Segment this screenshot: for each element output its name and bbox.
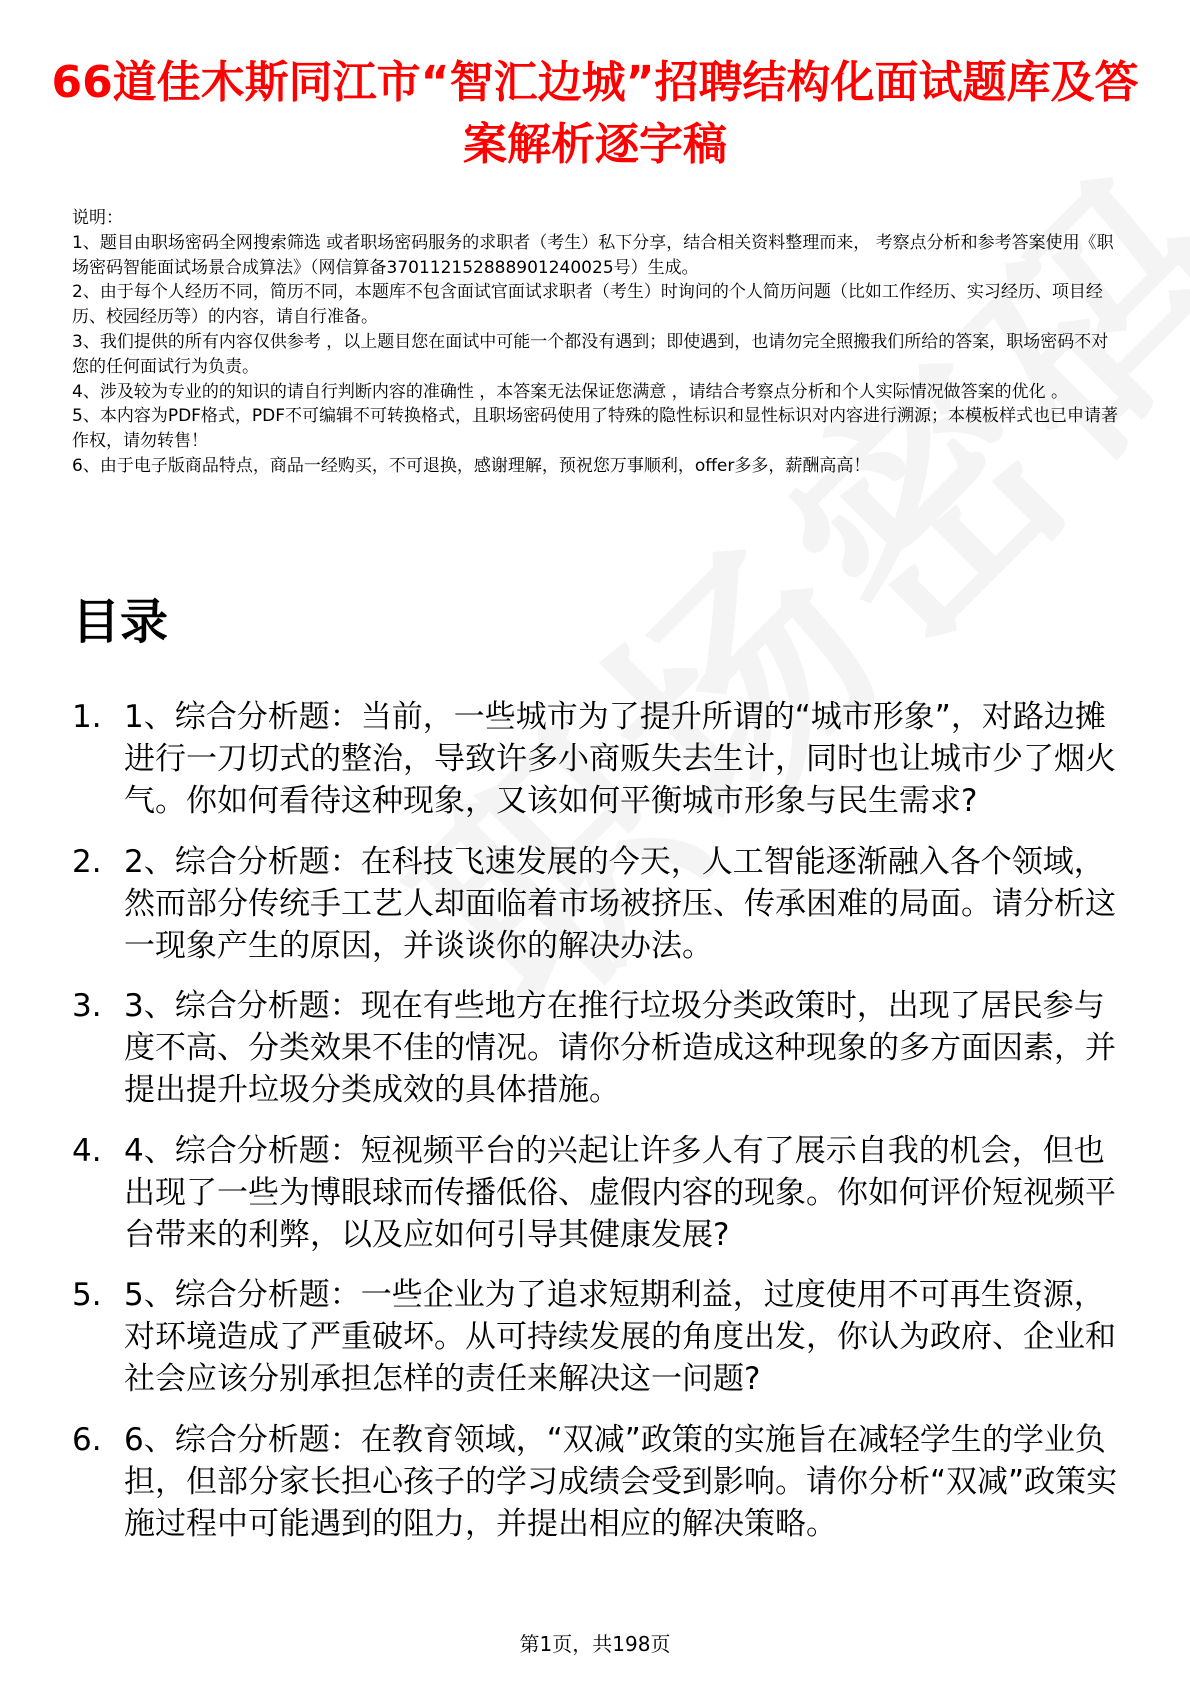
notes-item: 3、我们提供的所有内容仅供参考 ，以上题目您在面试中可能一个都没有遇到；即使遇到，也请勿完全照搬我们所给的答案，职场密码不对您的任何面试行为负责。: [72, 331, 1109, 377]
toc-item-number: 6.: [72, 1421, 102, 1458]
toc-heading: 目录: [72, 594, 169, 650]
toc-item-text: 3、综合分析题：现在有些地方在推行垃圾分类政策时，出现了居民参与度不高、分类效果不佳的情况。请你分析造成这种现象的多方面因素，并提出提升垃圾分类成效的具体措施。: [124, 988, 1116, 1108]
toc-item-text: 4、综合分析题：短视频平台的兴起让许多人有了展示自我的机会，但也出现了一些为博眼球而传播低俗、虚假内容的现象。你如何评价短视频平台带来的利弊，以及应如何引导其健康发展?: [124, 1132, 1116, 1253]
toc-list: [72, 696, 1132, 1563]
toc-item-number: 2.: [72, 843, 102, 880]
toc-item-text: 1、综合分析题：当前，一些城市为了提升所谓的“城市形象”，对路边摊进行一刀切式的整治，导致许多小商贩失去生计，同时也让城市少了烟火气。你如何看待这种现象，又该如何平衡城市形象与民生需求?: [124, 699, 1116, 819]
notes-item: 4、涉及较为专业的的知识的请自行判断内容的准确性 ，本答案无法保证您满意 ，请结合考察点分析和个人实际情况做答案的优化 。: [72, 381, 1069, 402]
toc-item[interactable]: [72, 841, 1132, 967]
toc-item-number: 3.: [72, 988, 102, 1024]
toc-item[interactable]: [72, 1274, 1132, 1400]
notes-heading: 说明：: [72, 208, 123, 228]
toc-item-text: 5、综合分析题：一些企业为了追求短期利益，过度使用不可再生资源，对环境造成了严重破坏。从可持续发展的角度出发，你认为政府、企业和社会应该分别承担怎样的责任来解决这一问题?: [124, 1277, 1116, 1397]
document-title: 66道佳木斯同江市“智汇边城”招聘结构化面试题库及答案解析逐字稿: [51, 57, 1139, 170]
toc-item-number: 1.: [72, 699, 102, 735]
toc-item-text: 6、综合分析题：在教育领域，“双减”政策的实施旨在减轻学生的学业负担，但部分家长担心孩子的学习成绩会受到影响。请你分析“双减”政策实施过程中可能遇到的阻力，并提出相应的解决策略。: [124, 1421, 1118, 1542]
toc-item-number: 5.: [72, 1277, 102, 1313]
toc-item[interactable]: [72, 696, 1132, 822]
toc-item[interactable]: [72, 1130, 1132, 1256]
toc-item[interactable]: [72, 1419, 1132, 1545]
notes-item: 1、题目由职场密码全网搜索筛选 或者职场密码服务的求职者（考生）私下分享，结合相关资料整理而来， 考察点分析和参考答案使用《职场密码智能面试场景合成算法》（网信算备370112152888901240025号）生成。: [72, 232, 1114, 278]
toc-item[interactable]: [72, 985, 1132, 1111]
toc-item-text: 2、综合分析题：在科技飞速发展的今天，人工智能逐渐融入各个领域，然而部分传统手工艺人却面临着市场被挤压、传承困难的局面。请分析这一现象产生的原因，并谈谈你的解决办法。: [124, 843, 1116, 964]
notes-item: 6、由于电子版商品特点，商品一经购买，不可退换，感谢理解，预祝您万事顺利，offer多多，薪酬高高！: [72, 455, 871, 476]
notes-item: 2、由于每个人经历不同，简历不同，本题库不包含面试官面试求职者（考生）时询问的个人简历问题（比如工作经历、实习经历、项目经历、校园经历等）的内容，请自行准备。: [72, 282, 1103, 328]
notes-item: 5、本内容为PDF格式，PDF不可编辑不可转换格式，且职场密码使用了特殊的隐性标识和显性标识对内容进行溯源；本模板样式也已申请著作权，请勿转售！: [72, 406, 1119, 452]
page-footer: 第1页，共198页: [519, 1632, 671, 1656]
notes-section: [72, 206, 1122, 479]
toc-item-number: 4.: [72, 1132, 102, 1169]
